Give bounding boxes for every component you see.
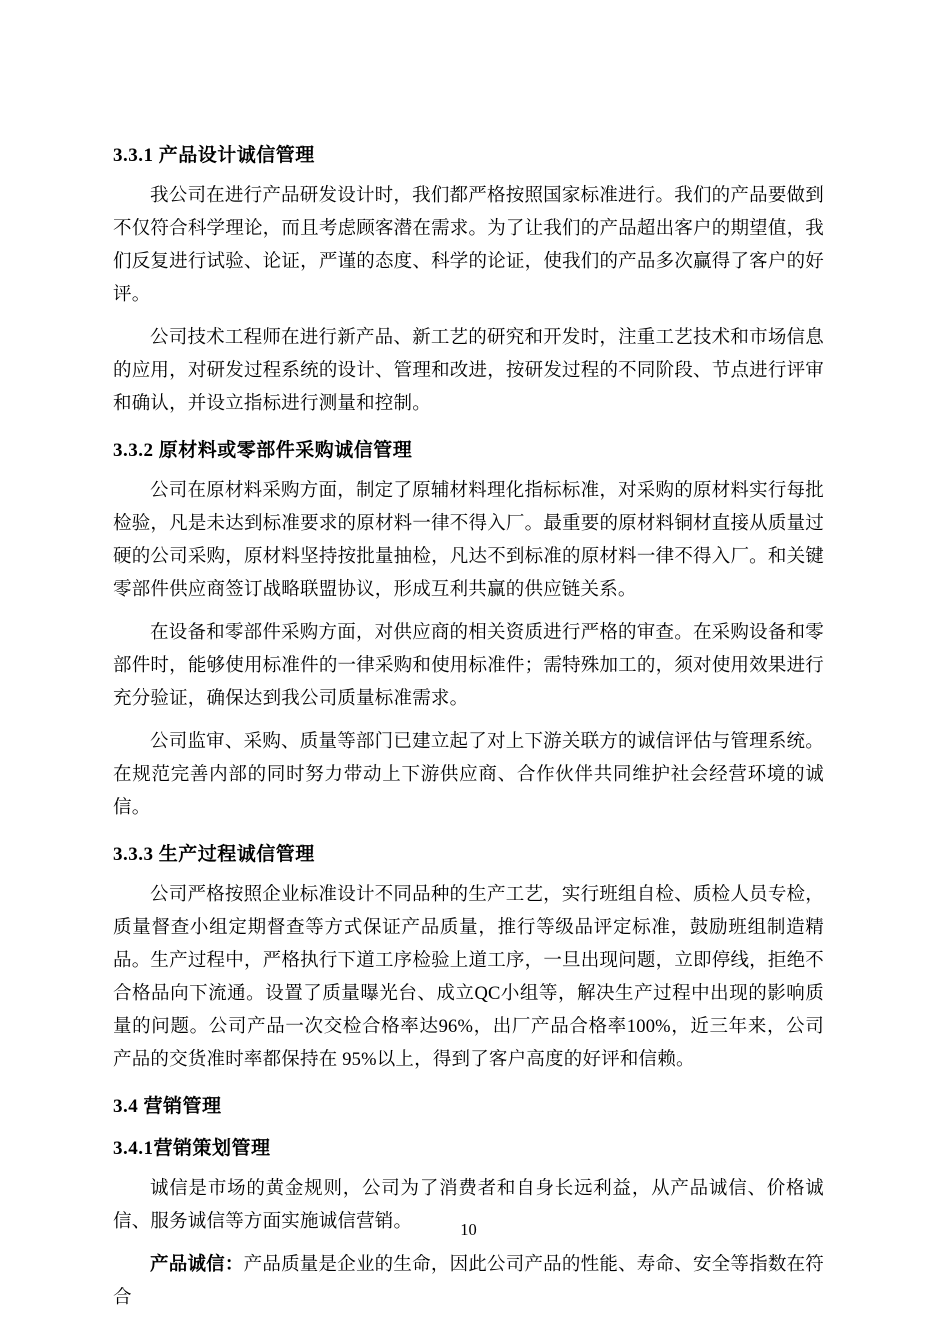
paragraph-rest: 产品质量是企业的生命，因此公司产品的性能、寿命、安全等指数在符合 (113, 1255, 824, 1308)
heading-3-3-3: 3.3.3 生产过程诚信管理 (113, 844, 315, 865)
heading-3-3-2: 3.3.2 原材料或零部件采购诚信管理 (113, 440, 413, 461)
heading-3-4: 3.4 营销管理 (113, 1096, 222, 1117)
page-number: 10 (460, 1220, 477, 1239)
paragraph-procurement-3: 公司监审、采购、质量等部门已建立起了对上下游关联方的诚信评估与管理系统。在规范完善内部的同时努力带动上下游供应商、合作伙伴共同维护社会经营环境的诚信。 (113, 732, 824, 818)
paragraph-product-design-2: 公司技术工程师在进行新产品、新工艺的研究和开发时，注重工艺技术和市场信息的应用，对研发过程系统的设计、管理和改进，按研发过程的不同阶段、节点进行评审和确认，并设立指标进行测量和控制。 (113, 328, 824, 414)
paragraph-production-process: 公司严格按照企业标准设计不同品种的生产工艺，实行班组自检、质检人员专检，质量督查小组定期督查等方式保证产品质量，推行等级品评定标准，鼓励班组制造精品。生产过程中，严格执行下道工序检验上道工序，一旦出现问题，立即停线，拒绝不合格品向下流通。设置了质量曝光台、成立QC小组等，解决生产过程中出现的影响质量的问题。公司产品一次交检合格率达96%，出厂产品合格率100%，近三年来，公司产品的交货准时率都保持在 95%以上，得到了客户高度的好评和信赖。 (113, 885, 824, 1070)
paragraph-product-integrity (113, 1249, 824, 1315)
paragraph-marketing-intro: 诚信是市场的黄金规则，公司为了消费者和自身长远利益，从产品诚信、价格诚信、服务诚信等方面实施诚信营销。 (113, 1179, 824, 1232)
paragraph-product-design-1: 我公司在进行产品研发设计时，我们都严格按照国家标准进行。我们的产品要做到不仅符合科学理论，而且考虑顾客潜在需求。为了让我们的产品超出客户的期望值，我们反复进行试验、论证，严谨的态度、科学的论证，使我们的产品多次赢得了客户的好评。 (113, 186, 824, 305)
paragraph-lead-bold: 产品诚信： (150, 1255, 244, 1275)
heading-3-4-1: 3.4.1营销策划管理 (113, 1138, 271, 1159)
heading-3-3-1: 3.3.1 产品设计诚信管理 (113, 145, 315, 166)
paragraph-procurement-1: 公司在原材料采购方面，制定了原辅材料理化指标标准，对采购的原材料实行每批检验，凡是未达到标准要求的原材料一律不得入厂。最重要的原材料铜材直接从质量过硬的公司采购，原材料坚持按批量抽检，凡达不到标准的原材料一律不得入厂。和关键零部件供应商签订战略联盟协议，形成互利共赢的供应链关系。 (113, 481, 824, 600)
paragraph-procurement-2: 在设备和零部件采购方面，对供应商的相关资质进行严格的审查。在采购设备和零部件时，能够使用标准件的一律采购和使用标准件；需特殊加工的，须对使用效果进行充分验证，确保达到我公司质量标准需求。 (113, 623, 824, 709)
